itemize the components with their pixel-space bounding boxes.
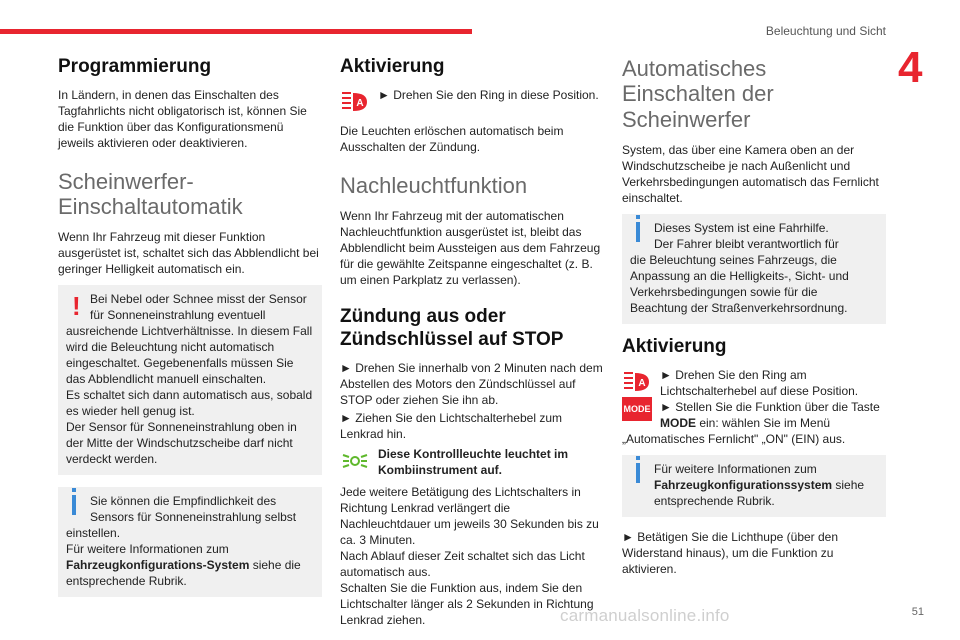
sidelamp-indicator-icon [340,446,370,476]
paragraph-nachleucht: Wenn Ihr Fahrzeug mit der automatischen Nachleuchtfunktion ausgerüstet ist, bleibt das Abblendlicht beim Aussteigen aus dem Fahrzeug für die gewählte Zeitspanne eingeschaltet (z. B. um einen Parkplatz zu verlassen). [340,209,601,288]
step-mode-menu: „Automatisches Fernlicht" „ON" (EIN) aus. [622,431,846,446]
paragraph-programmierung: In Ländern, in denen das Einschalten des Tagfahrlichts nicht obligatorisch ist, können Sie die Funktion über das Konfigurationsmenü jeweils aktivieren oder deaktivieren. [58,87,307,150]
step-lichthupe: ► Betätigen Sie die Lichthupe (über den Widerstand hinaus), um die Funktion zu aktivieren. [622,529,839,576]
warning-line-2: Es schaltet sich dann automatisch aus, sobald es wieder hell genug ist. [66,388,313,419]
warning-line-3: Der Sensor für Sonneneinstrahlung oben in der Mitte der Windschutzscheibe darf nicht verdeckt werden. [66,420,297,467]
info-fahrhilfe-line-1: Dieses System ist eine Fahrhilfe. [654,220,829,235]
paragraph-ausschalten: Schalten Sie die Funktion aus, indem Sie den Lichtschalter länger als 2 Sekunden in Richtung Lenkrad ziehen. [340,580,594,627]
lamp-indicator-text: Diese Kontrollleuchte leuchtet im Kombiinstrument auf. [378,446,569,477]
step-ring-lever: ► Drehen Sie den Ring am Lichtschalterhebel auf diese Position. [660,367,859,398]
svg-text:A: A [356,97,364,109]
page-number: 51 [911,606,924,618]
heading-aktivierung: Aktivierung [340,56,445,77]
auto-headlamp-icon [340,87,370,117]
info-mark-icon [636,222,640,242]
svg-text:A: A [638,377,646,389]
step-pull-lever: ► Ziehen Sie den Lichtschalterhebel zum Lenkrad hin. [340,410,562,441]
info-fahrhilfe-rest: die Beleuchtung seines Fahrzeugs, die Anpassung an die Helligkeits-, Sicht- und Verkehrsbedingungen sowie für die Beachtung der Straßenverkehrsordnung. [630,252,849,315]
heading-programmierung: Programmierung [58,56,212,77]
heading-nachleucht: Nachleuchtfunktion [340,172,528,198]
paragraph-system: System, das über eine Kamera oben an der Windschutzscheibe je nach Außenlicht und Verkehrsbedingungen automatisch das Fernlicht einschaltet. [622,142,879,205]
info-line-1: Sie können die Empfindlichkeit des Sensors für Sonneneinstrahlung selbst [90,494,297,525]
heading-scheinwerfer: Scheinwerfer-Einschaltautomatik [58,168,243,220]
heading-aktivierung-2: Aktivierung [622,335,727,357]
paragraph-leuchten: Die Leuchten erlöschen automatisch beim Ausschalten der Zündung. [340,123,564,154]
info-box-fahrhilfe [622,214,886,324]
step-stop: ► Drehen Sie innerhalb von 2 Minuten nach dem Abstellen des Motors den Zündschlüssel auf STOP oder ziehen Sie ihn ab. [340,360,603,407]
running-head: Beleuchtung und Sicht [765,24,886,38]
warning-line-1: Bei Nebel oder Schnee misst der Sensor für Sonneneinstrahlung eventuell [90,292,307,323]
paragraph-ablauf: Nach Ablauf dieser Zeit schaltet sich das Licht automatisch aus. [340,548,585,579]
heading-auto-scheinwerfer: Automatisches Einschalten der Scheinwerfer [622,56,774,132]
heading-zuendung: Zündung aus oder Zündschlüssel auf STOP [340,306,564,350]
info-box-sensor [58,487,322,597]
info-line-2: Für weitere Informationen zum Fahrzeugkonfigurations-System siehe die entsprechende Rubrik. [66,542,301,589]
info-line-rest: einstellen. [66,526,121,541]
auto-headlamp-icon [622,367,652,397]
info-konfig-line-1: Für weitere Informationen zum [654,461,817,476]
chapter-number: 4 [898,43,923,92]
paragraph-scheinwerfer: Wenn Ihr Fahrzeug mit dieser Funktion ausgerüstet ist, schaltet sich das Abblendlicht bei geringer Helligkeit automatisch ein. [58,230,319,277]
warning-box [58,285,322,475]
column-middle [340,56,604,636]
warning-mark-icon: ! [72,291,81,322]
info-konfig-line-2: Fahrzeugkonfigurationssystem siehe entsprechende Rubrik. [654,477,865,508]
header-accent-bar [0,29,472,34]
column-right [622,56,886,585]
info-mark-icon [636,463,640,483]
warning-line-rest: ausreichende Lichtverhältnisse. In diesem Fall wird die Beleuchtung nicht automatisch eingeschaltet. Gegebenenfalls müssen Sie das Abblendlicht manuell einschalten. [66,324,313,387]
mode-button-icon: MODE [622,397,652,421]
step-ring-position: ► Drehen Sie den Ring in diese Position. [378,87,599,102]
info-box-konfiguration [622,455,886,517]
info-mark-icon [72,495,76,515]
paragraph-weitere: Jede weitere Betätigung des Lichtschalters in Richtung Lenkrad verlängert die Nachleuchtdauer um jeweils 30 Sekunden bis zu ca. 3 Minuten. [340,484,599,547]
step-mode: ► Stellen Sie die Funktion über die Taste MODE ein: wählen Sie im Menü [660,399,880,430]
watermark: carmanualsonline.info [560,606,730,625]
info-fahrhilfe-line-2: Der Fahrer bleibt verantwortlich für [654,236,839,251]
column-left [58,56,322,609]
